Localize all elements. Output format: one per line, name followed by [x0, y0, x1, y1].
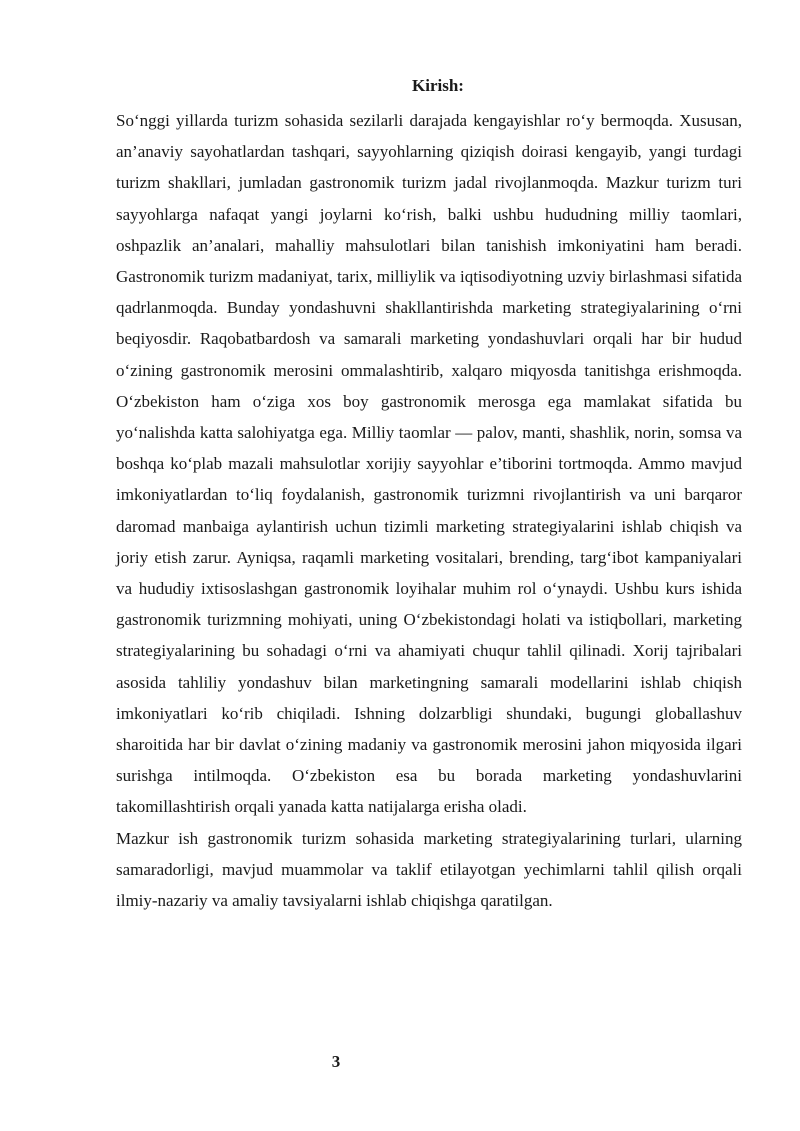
page-number: 3 — [331, 1052, 341, 1071]
paragraph-intro: So‘nggi yillarda turizm sohasida sezilarli darajada kengayishlar ro‘y bermoqda. Xususan, an’anaviy sayohatlardan tashqari, sayyohlarning qiziqish doirasi kengayib, yangi turdagi turizm shakllari, jumladan gastronomik turizm jadal rivojlanmoqda. Mazkur turizm turi sayyohlarga nafaqat yangi joylarni ko‘rish, balki ushbu hududning milliy taomlari, oshpazlik an’analari, mahalliy mahsulotlari bilan tanishish imkoniyatini ham beradi. Gastronomik turizm madaniyat, tarix, milliylik va iqtisodiyotning uzviy birlashmasi sifatida qadrlanmoqda. Bunday yondashuvni shakllantirishda marketing strategiyalarining o‘rni beqiyosdir. Raqobatbardosh va samarali marketing yondashuvlari orqali har bir hudud o‘zining gastronomik merosini ommalashtirib, xalqaro miqyosda tanitishga erishmoqda. O‘zbekiston ham o‘ziga xos boy gastronomik merosga ega mamlakat sifatida bu yo‘nalishda katta salohiyatga ega. Milliy taomlar — palov, manti, shashlik, norin, somsa va boshqa ko‘plab mazali mahsulotlar xorijiy sayyohlar e’tiborini tortmoqda. Ammo mavjud imkoniyatlardan to‘liq foydalanish, gastronomik turizmni rivojlantirish va uni barqaror daromad manbaiga aylantirish uchun tizimli marketing strategiyalarini ishlab chiqish va joriy etish zarur. Ayniqsa, raqamli marketing vositalari, brending, targ‘ibot kampaniyalari va hududiy ixtisoslashgan gastronomik loyihalar muhim rol o‘ynaydi. Ushbu kurs ishida gastronomik turizmning mohiyati, uning O‘zbekistondagi holati va istiqbollari, marketing strategiyalarining bu sohadagi o‘rni va ahamiyati chuqur tahlil qilinadi. Xorij tajribalari asosida tahliliy yondashuv bilan marketingning samarali modellarini ishlab chiqish imkoniyatlari ko‘rib chiqiladi. Ishning dolzarbligi shundaki, bugungi globallashuv sharoitida har bir davlat o‘zining madaniy va gastronomik merosini jahon miqyosida ilgari surishga intilmoqda. O‘zbekiston esa bu borada marketing yondashuvlarini takomillashtirish orqali yanada katta natijalarga erisha oladi. — [116, 111, 742, 817]
body-text — [116, 105, 742, 916]
paragraph-purpose: Mazkur ish gastronomik turizm sohasida marketing strategiyalarining turlari, ularning samaradorligi, mavjud muammolar va taklif etilayotgan yechimlarni tahlil qilish orqali ilmiy-nazariy va amaliy tavsiyalarni ishlab chiqishga qaratilgan. — [116, 828, 742, 911]
section-heading: Kirish: — [412, 76, 464, 95]
